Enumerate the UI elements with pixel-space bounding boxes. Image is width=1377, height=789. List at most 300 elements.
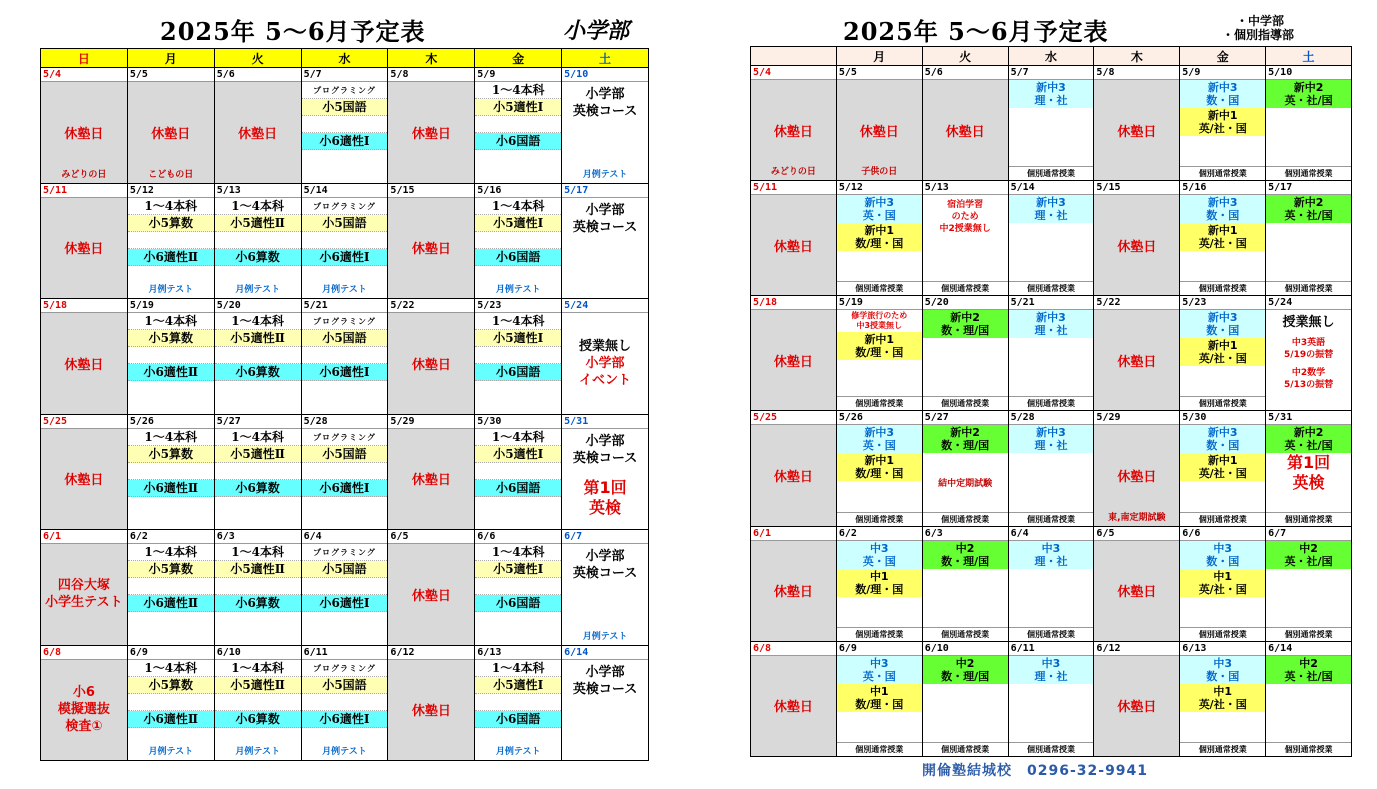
date-label: 6/2 [837,527,922,541]
class-slot: 小5適性Ⅱ [215,330,301,347]
class-slot: 小6算数 [215,711,301,728]
day-body [837,541,922,641]
class-grade: 新中2 [1293,196,1324,210]
date-label: 5/15 [1094,181,1179,195]
spacer [837,251,922,281]
spacer [128,381,214,414]
programming-slot: プログラミング [302,544,388,561]
spacer [302,612,388,645]
class-slot: 小5算数 [128,561,214,578]
individual-class: 個別通常授業 [1266,742,1351,756]
weekday-header: 日 [41,49,127,67]
class-block [837,425,922,453]
spacer [1009,453,1094,511]
date-label: 6/10 [215,646,301,660]
eiken-event [562,467,648,530]
day-cell [751,66,836,180]
class-slot: 小5適性Ⅱ [215,215,301,232]
class-grade: 中2 [1299,541,1318,555]
day-body [1180,80,1265,180]
day-cell [923,411,1008,525]
closed-day: 休塾日 [1117,700,1157,716]
day-cell [562,646,648,761]
class-slot: 1～4本科 [475,544,561,561]
date-label: 6/12 [388,646,474,660]
class-grade: 新中1 [1207,339,1238,353]
class-block [837,223,922,251]
date-label: 6/13 [475,646,561,660]
spacer [1009,569,1094,627]
day-body [215,82,301,183]
day-cell [128,646,214,761]
day-cell [562,184,648,299]
day-cell [388,415,474,530]
day-body [1266,80,1351,180]
monthly-test: 月例テスト [322,747,367,757]
class-grade: 新中2 [1293,81,1324,94]
closed-day: 休塾日 [411,473,451,489]
day-cell [41,415,127,530]
class-slot: 小5適性Ⅰ [475,330,561,347]
class-slot: 1～4本科 [128,198,214,215]
closed-day: 休塾日 [1117,354,1157,370]
class-slot: 小6算数 [215,480,301,497]
day-body [302,660,388,761]
class-slot: 小5適性Ⅰ [475,561,561,578]
class-subjects: 数/理・国 [855,346,904,360]
class-slot: 小5国語 [302,215,388,232]
date-label: 6/12 [1094,642,1179,656]
class-slot: 1～4本科 [215,313,301,330]
spacer [475,266,561,284]
individual-class: 個別通常授業 [1180,512,1265,526]
day-body [1009,656,1094,756]
class-block [923,541,1008,569]
date-label: 6/1 [751,527,836,541]
class-subjects: 数/理・国 [855,467,904,481]
trip-note [923,195,1008,238]
day-cell [1094,66,1179,180]
monthly-test: 月例テスト [495,285,541,295]
day-body [41,82,127,183]
class-slot: 小5適性Ⅰ [475,446,561,463]
class-block [837,332,922,360]
closed-day: 休塾日 [151,126,191,142]
monthly-test: 月例テスト [148,747,194,757]
eiken-course [562,86,648,120]
spacer [475,728,561,746]
class-slot [128,578,214,595]
monthly-test: 月例テスト [235,747,280,757]
spacer [302,728,388,746]
class-grade: 中3 [1041,656,1061,670]
class-slot [302,116,388,133]
class-grade: 新中3 [1207,426,1238,440]
individual-class: 個別通常授業 [837,512,922,526]
event-text [45,577,122,611]
day-cell [1266,66,1351,180]
class-slot: 小6適性Ⅰ [302,249,388,266]
event-line-2: 小学生テスト [45,595,123,611]
class-block [1009,195,1094,223]
day-body [1009,195,1094,295]
day-body [215,544,301,645]
class-slot: 1～4本科 [128,660,214,677]
spacer [302,497,388,530]
day-body [837,195,922,295]
day-cell [388,68,474,183]
individual-class: 個別通常授業 [923,281,1008,295]
date-label: 6/11 [302,646,388,660]
day-body [1094,425,1179,525]
class-subjects: 英/社・国 [1198,467,1247,481]
spacer [837,481,922,511]
class-grade: 新中3 [864,196,895,210]
date-label: 5/24 [562,299,648,313]
class-slot [475,116,561,133]
date-label: 5/18 [41,299,127,313]
eiken-line-2: 英検 [1292,473,1325,493]
day-cell [1180,642,1265,756]
day-cell [751,527,836,641]
day-cell [1266,411,1351,525]
day-cell [1009,642,1094,756]
date-label: 5/25 [751,411,836,425]
class-block [1266,656,1351,684]
makeup-line-2: 5/13の振替 [1284,380,1334,391]
class-subjects: 数・理/国 [941,669,990,683]
event-text [58,684,110,735]
date-label: 5/30 [1180,411,1265,425]
individual-class: 個別通常授業 [1266,512,1351,526]
class-subjects: 英・社/国 [1284,94,1333,107]
weekday-header: 火 [923,47,1008,65]
left-title: 2025年 5～6月予定表 [160,17,426,46]
spacer [837,597,922,627]
closed-day: 休塾日 [773,470,813,486]
elementary-badge: 小学部 [563,19,630,44]
day-cell [1009,527,1094,641]
class-slot: 1～4本科 [475,198,561,215]
day-cell [837,66,922,180]
eiken-event [1266,453,1351,493]
day-cell [41,299,127,414]
class-slot [128,694,214,711]
date-label: 5/5 [837,66,922,80]
course-line-2: 英検コース [572,104,638,119]
class-block [1180,338,1265,366]
spacer [128,266,214,284]
date-label: 6/10 [923,642,1008,656]
individual-class: 個別通常授業 [1009,512,1094,526]
class-slot [475,463,561,480]
class-subjects: 英/社・国 [1198,237,1247,251]
day-body [1094,80,1179,180]
spacer [837,712,922,742]
individual-class: 個別通常授業 [837,281,922,295]
date-label: 5/6 [215,68,301,82]
day-cell [215,530,301,645]
class-block [1009,656,1094,684]
day-body [475,82,561,183]
day-body [562,544,648,645]
class-subjects: 英/社・国 [1198,352,1247,366]
day-cell [1094,527,1179,641]
trip-line-1: 宿泊学習 [947,199,984,210]
spacer [923,684,1008,742]
date-label: 6/5 [1094,527,1179,541]
event-text [579,338,631,389]
day-body [837,425,922,525]
day-body [923,541,1008,641]
day-body [1009,80,1094,180]
day-cell [562,415,648,530]
day-body [1266,310,1351,410]
class-block [1266,195,1351,223]
class-slot: 小5国語 [302,330,388,347]
class-slot [475,694,561,711]
date-label: 5/22 [1094,296,1179,310]
weekday-header: 木 [388,49,474,67]
makeup-note [1266,337,1351,361]
class-slot: 小6適性Ⅱ [128,595,214,612]
day-cell [1009,181,1094,295]
day-cell [1266,181,1351,295]
date-label: 5/6 [923,66,1008,80]
class-slot [215,232,301,249]
day-body [1180,656,1265,756]
date-label: 6/3 [215,530,301,544]
day-body [751,195,836,295]
date-label: 5/24 [1266,296,1351,310]
class-grade: 新中3 [1036,81,1066,94]
date-label: 6/6 [475,530,561,544]
closed-day: 休塾日 [411,126,451,142]
class-block [1009,541,1094,569]
class-slot: 小5適性Ⅰ [475,99,561,116]
spacer [302,150,388,183]
day-body [388,544,474,645]
class-subjects: 英/社・国 [1198,582,1247,596]
day-cell [562,530,648,645]
day-cell [923,181,1008,295]
day-cell [1180,296,1265,410]
eiken-line-1: 第1回 [1286,453,1331,473]
class-grade: 中1 [1213,569,1233,583]
day-cell [215,299,301,414]
class-subjects: 数・国 [1206,669,1240,683]
day-cell [1266,527,1351,641]
day-body [1094,541,1179,641]
spacer [1180,597,1265,627]
class-block [837,684,922,712]
makeup-note [1266,367,1351,391]
monthly-test: 月例テスト [235,285,280,295]
class-block [1180,108,1265,136]
class-subjects: 英/社・国 [1198,122,1247,135]
day-body [923,195,1008,295]
day-body [388,313,474,414]
exam-note: 結中定期試験 [938,479,993,490]
day-cell [41,530,127,645]
class-grade: 中2 [1299,656,1318,670]
class-block [1180,310,1265,338]
class-grade: 中3 [869,541,889,555]
day-body [562,313,648,414]
individual-class: 個別通常授業 [1009,396,1094,410]
spacer [1009,223,1094,281]
makeup-line-1: 中3英語 [1291,338,1326,349]
spacer [302,381,388,414]
weekday-header [751,47,836,65]
class-grade: 新中1 [864,224,895,238]
class-slot: 1～4本科 [128,544,214,561]
date-label: 6/1 [41,530,127,544]
monthly-test: 月例テスト [148,285,194,295]
class-grade: 中2 [955,541,975,555]
day-cell [1180,181,1265,295]
class-grade: 新中3 [1036,426,1066,440]
date-label: 5/20 [923,296,1008,310]
class-grade: 新中2 [950,311,980,325]
date-label: 5/28 [1009,411,1094,425]
spacer [128,612,214,645]
course-line-1: 小学部 [585,549,625,564]
individual-class: 個別通常授業 [1266,166,1351,180]
class-block [837,541,922,569]
date-label: 5/9 [475,68,561,82]
class-subjects: 数・国 [1206,439,1240,453]
day-cell [128,415,214,530]
eiken-course [562,433,648,467]
class-slot: 小5国語 [302,677,388,694]
day-cell [923,527,1008,641]
day-cell [128,530,214,645]
day-cell [41,646,127,761]
date-label: 5/31 [562,415,648,429]
day-body [1094,656,1179,756]
class-subjects: 理・社 [1034,439,1068,453]
individual-class: 個別通常授業 [1009,166,1094,180]
class-slot: 1～4本科 [475,313,561,330]
class-block [1180,80,1265,108]
closed-day: 休塾日 [64,473,104,489]
date-label: 6/3 [923,527,1008,541]
spacer [1009,108,1094,166]
date-label: 5/13 [923,181,1008,195]
class-slot [475,578,561,595]
class-block [1266,425,1351,453]
date-label: 5/9 [1180,66,1265,80]
day-body [41,313,127,414]
class-slot [302,578,388,595]
date-label: 5/30 [475,415,561,429]
class-subjects: 数・国 [1206,324,1240,338]
date-label: 5/29 [388,415,474,429]
class-grade: 新中1 [864,454,895,468]
day-body [923,425,1008,525]
spacer [562,698,648,761]
day-cell [1009,66,1094,180]
spacer [1180,366,1265,396]
day-cell [388,530,474,645]
programming-slot: プログラミング [302,198,388,215]
course-line-2: 英検コース [572,450,638,466]
day-body [302,544,388,645]
day-cell [302,415,388,530]
day-cell [837,411,922,525]
class-slot [215,578,301,595]
spacer [215,497,301,530]
class-block [1180,684,1265,712]
elementary-calendar [40,48,649,761]
class-block [837,569,922,597]
date-label: 5/19 [128,299,214,313]
day-body [923,656,1008,756]
day-body [1009,541,1094,641]
saturday-event [562,313,648,414]
day-body [128,429,214,530]
spacer [475,381,561,414]
class-grade: 新中3 [1207,311,1238,325]
day-cell [128,68,214,183]
spacer [475,497,561,530]
eiken-text [583,478,626,518]
class-slot: 小6算数 [215,595,301,612]
day-cell [1094,411,1179,525]
day-body [837,310,922,410]
class-block [1266,541,1351,569]
class-grade: 新中2 [950,426,980,440]
event-line-3: 検査① [65,719,103,735]
spacer [215,266,301,284]
class-slot: 小6適性Ⅱ [128,249,214,266]
closed-day: 休塾日 [1117,470,1157,486]
makeup-line-2: 5/19の振替 [1284,350,1334,361]
date-label: 5/25 [41,415,127,429]
weekday-header: 土 [562,49,648,67]
day-cell [215,646,301,761]
spacer [1266,108,1351,166]
date-label: 5/8 [1094,66,1179,80]
day-body [41,198,127,299]
day-body [302,82,388,183]
event-line-1: 小6 [72,685,95,701]
spacer [1266,493,1351,511]
date-label: 5/31 [1266,411,1351,425]
course-line-2: 英検コース [572,566,638,581]
spacer [1009,684,1094,742]
junior-high-calendar [750,46,1352,757]
spacer [562,236,648,299]
right-title: 2025年 5～6月予定表 [843,17,1109,46]
date-label: 6/8 [41,646,127,660]
spacer [1180,251,1265,281]
day-cell [1009,411,1094,525]
trip-line-3: 中2授業無し [939,223,991,234]
day-body [1180,425,1265,525]
day-cell [751,296,836,410]
class-block [1266,80,1351,108]
individual-class: 個別通常授業 [923,512,1008,526]
day-cell [837,527,922,641]
day-body [751,541,836,641]
day-cell [751,411,836,525]
class-block [1009,425,1094,453]
class-slot: 小6適性Ⅱ [128,480,214,497]
day-cell [562,299,648,414]
class-slot: 1～4本科 [128,313,214,330]
